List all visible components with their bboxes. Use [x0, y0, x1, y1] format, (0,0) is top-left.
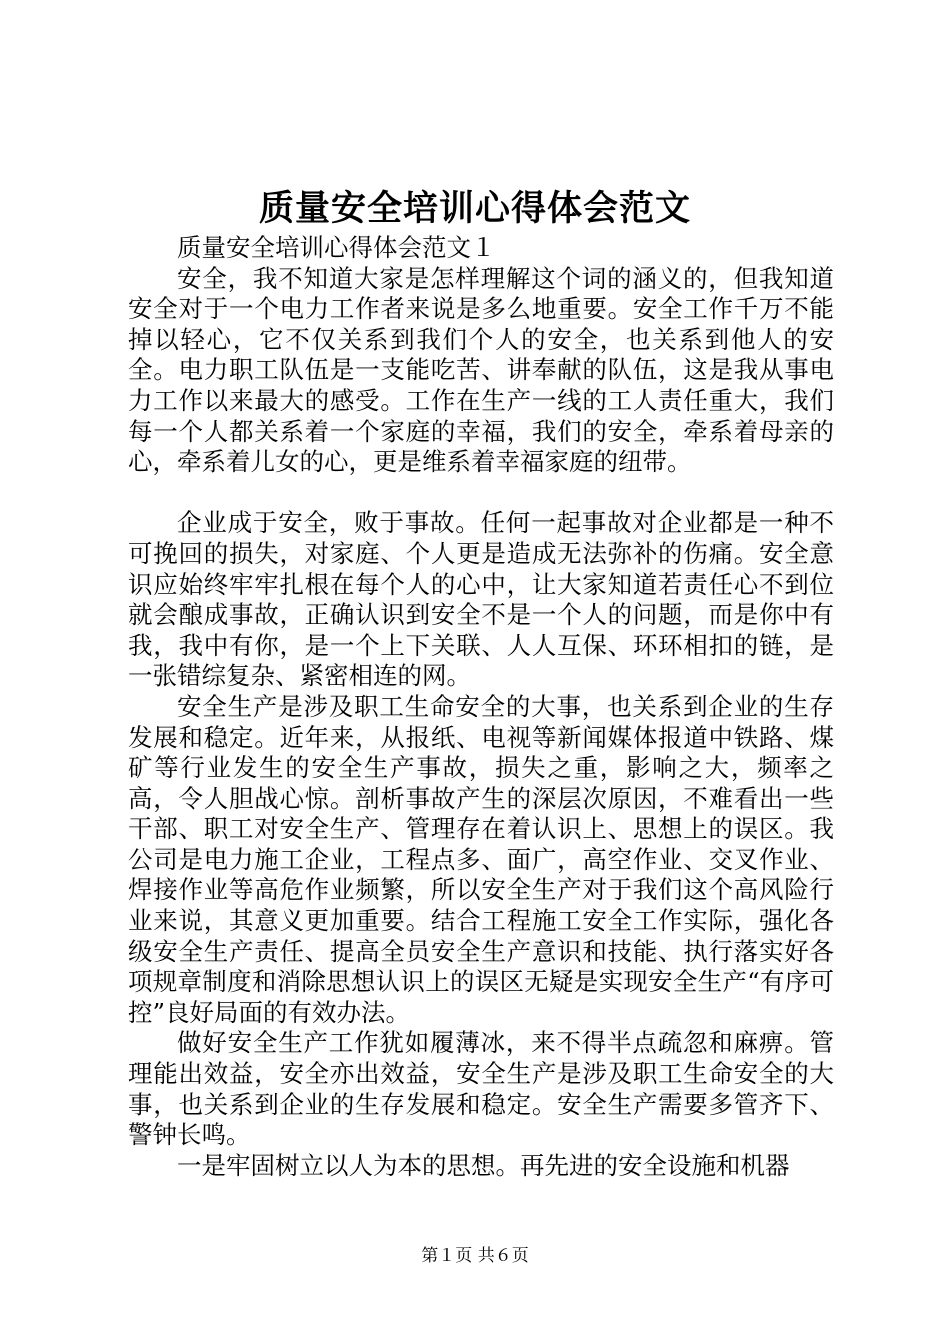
section-heading: 质量安全培训心得体会范文１ [177, 233, 496, 262]
page-number-footer: 第１页 共６页 [421, 1246, 529, 1266]
paragraph-1: 安全，我不知道大家是怎样理解这个词的涵义的，但我知道安全对于一个电力工作者来说是多么地重要。安全工作千万不能掉以轻心，它不仅关系到我们个人的安全，也关系到他人的安全。电力职工队伍是一支能吃苦、讲奉献的队伍，这是我从事电力工作以来最大的感受。工作在生产一线的工人责任重大，我们每一个人都关系着一个家庭的幸福，我们的安全，牵系着母亲的心，牵系着儿女的心，更是维系着幸福家庭的纽带。 [128, 263, 834, 477]
paragraph-3: 安全生产是涉及职工生命安全的大事，也关系到企业的生存发展和稳定。近年来，从报纸、电视等新闻媒体报道中铁路、煤矿等行业发生的安全生产事故，损失之重，影响之大，频率之高，令人胆战心惊。剖析事故产生的深层次原因，不难看出一些干部、职工对安全生产、管理存在着认识上、思想上的误区。我公司是电力施工企业，工程点多、面广，高空作业、交叉作业、焊接作业等高危作业频繁，所以安全生产对于我们这个高风险行业来说，其意义更加重要。结合工程施工安全工作实际，强化各级安全生产责任、提高全员安全生产意识和技能、执行落实好各项规章制度和消除思想认识上的误区无疑是实现安全生产“有序可控”良好局面的有效办法。 [128, 691, 834, 1027]
document-body [128, 233, 834, 1181]
paragraph-2: 企业成于安全，败于事故。任何一起事故对企业都是一种不可挽回的损失，对家庭、个人更是造成无法弥补的伤痛。安全意识应始终牢牢扎根在每个人的心中，让大家知道若责任心不到位就会酿成事故，正确认识到安全不是一个人的问题，而是你中有我，我中有你，是一个上下关联、人人互保、环环相扣的链，是一张错综复杂、紧密相连的网。 [128, 508, 834, 691]
paragraph-5: 一是牢固树立以人为本的思想。再先进的安全设施和机器 [177, 1150, 790, 1180]
document-title: 质量安全培训心得体会范文 [258, 188, 691, 229]
paragraph-4: 做好安全生产工作犹如履薄冰，来不得半点疏忽和麻痹。管理能出效益，安全亦出效益，安全生产是涉及职工生命安全的大事，也关系到企业的生存发展和稳定。安全生产需要多管齐下、警钟长鸣。 [128, 1028, 834, 1150]
